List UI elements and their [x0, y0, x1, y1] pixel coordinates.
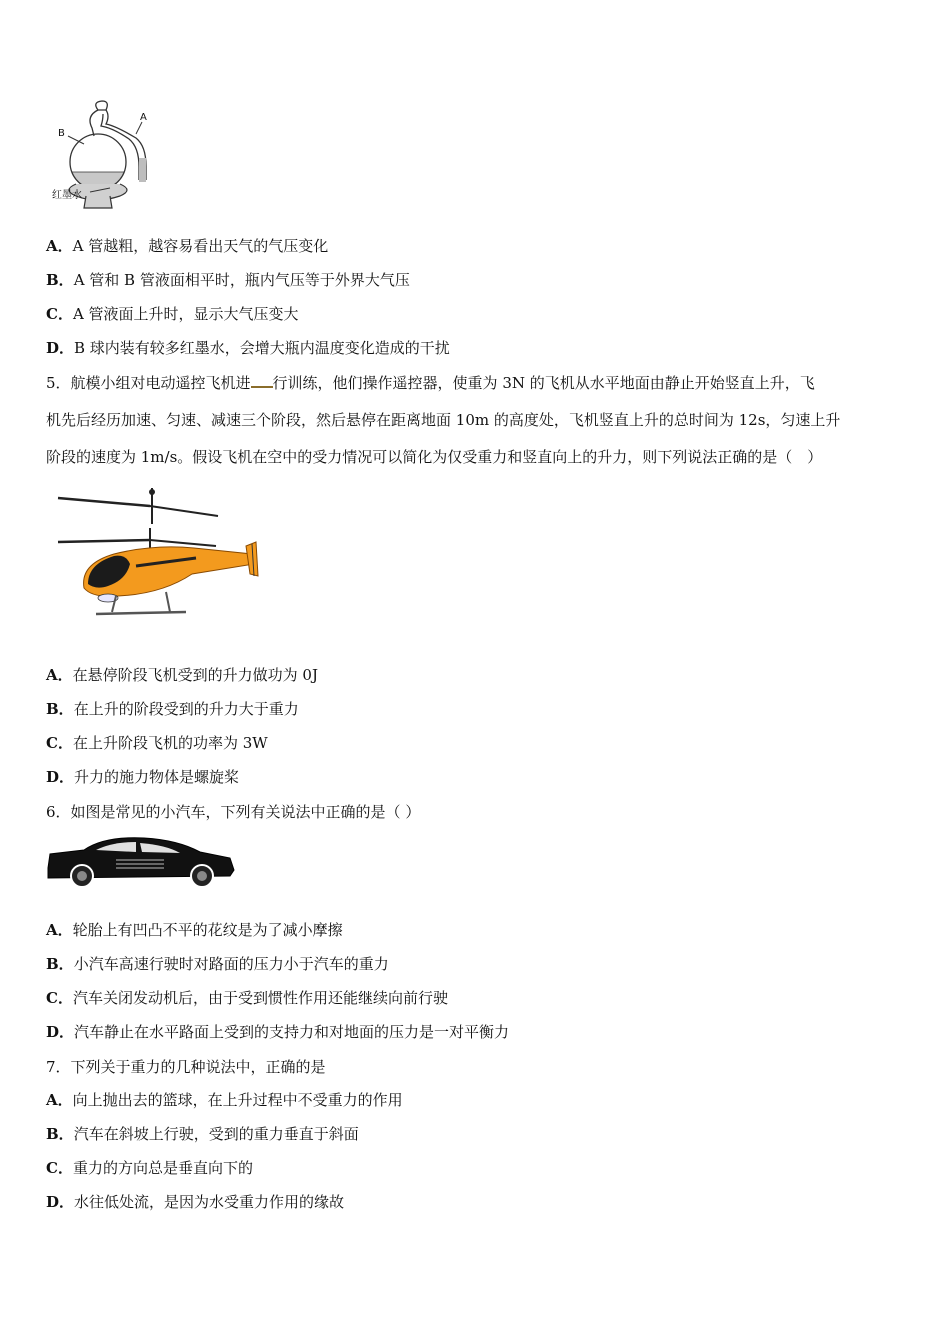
q4-option-a: A．A 管越粗，越容易看出天气的气压变化	[46, 237, 329, 255]
q5-option-a: A．在悬停阶段飞机受到的升力做功为 0J	[46, 666, 318, 684]
q7-option-b: B．汽车在斜坡上行驶，受到的重力垂直于斜面	[46, 1125, 359, 1143]
flask-label-b: B	[58, 128, 65, 139]
q5-stem-line1: 5．航模小组对电动遥控飞机进 行训练，他们操作遥控器，使重为 3N 的飞机从水平地面由静止开始竖直上升，飞	[46, 374, 815, 392]
q7-stem: 7．下列关于重力的几种说法中，正确的是	[46, 1058, 326, 1076]
q7-option-a: A．向上抛出去的篮球，在上升过程中不受重力的作用	[46, 1091, 403, 1109]
q5-stem-line3: 阶段的速度为 1m/s。假设飞机在空中的受力情况可以简化为仅受重力和竖直向上的升力，则下列说法正确的是（ ）	[46, 448, 823, 466]
car-figure	[44, 834, 238, 890]
helicopter-figure	[56, 484, 262, 624]
blank-underline	[251, 374, 273, 388]
q6-option-c: C．汽车关闭发动机后，由于受到惯性作用还能继续向前行驶	[46, 989, 448, 1007]
q5-option-b: B．在上升的阶段受到的升力大于重力	[46, 700, 299, 718]
q5-option-d: D．升力的施力物体是螺旋桨	[46, 768, 240, 786]
q7-option-d: D．水往低处流，是因为水受重力作用的缘故	[46, 1193, 345, 1211]
flask-label-a: A	[140, 112, 147, 123]
q5-stem-line2: 机先后经历加速、匀速、减速三个阶段，然后悬停在距离地面 10m 的高度处，飞机竖直上升的总时间为 12s，匀速上升	[46, 411, 841, 429]
q6-option-b: B．小汽车高速行驶时对路面的压力小于汽车的重力	[46, 955, 389, 973]
flask-label-ink: 红墨水	[52, 190, 82, 201]
q6-option-a: A．轮胎上有凹凸不平的花纹是为了减小摩擦	[46, 921, 343, 939]
q4-option-c: C．A 管液面上升时，显示大气压变大	[46, 305, 299, 323]
flask-barometer-figure	[50, 100, 160, 215]
q6-stem: 6．如图是常见的小汽车，下列有关说法中正确的是（ ）	[46, 803, 421, 821]
q6-option-d: D．汽车静止在水平路面上受到的支持力和对地面的压力是一对平衡力	[46, 1023, 510, 1041]
q7-option-c: C．重力的方向总是垂直向下的	[46, 1159, 253, 1177]
q4-option-b: B．A 管和 B 管液面相平时，瓶内气压等于外界大气压	[46, 271, 410, 289]
q4-option-d: D．B 球内装有较多红墨水，会增大瓶内温度变化造成的干扰	[46, 339, 450, 357]
q5-option-c: C．在上升阶段飞机的功率为 3W	[46, 734, 268, 752]
